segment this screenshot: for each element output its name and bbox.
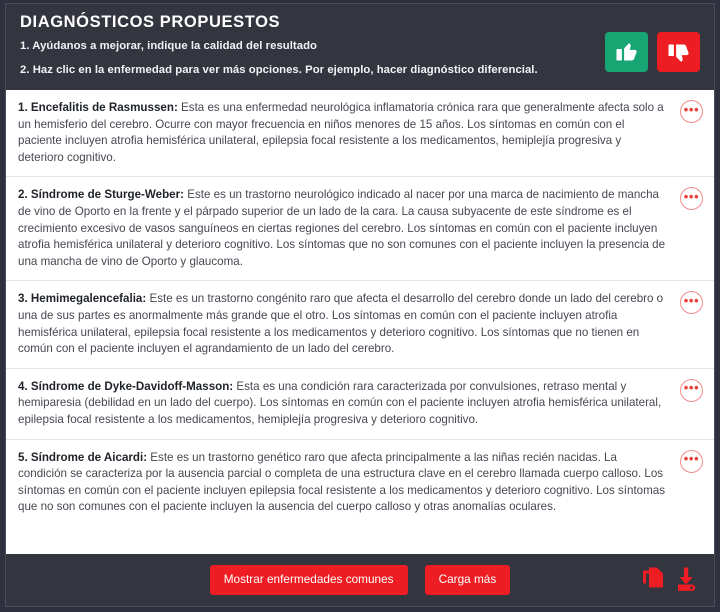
diagnosis-description: Este es un trastorno neurológico indicado al nacer por una marca de nacimiento de mancha de vino de Oporto en la frente y el párpado superior de un lado de la cara. La causa subyacente de este síndrome es el crecimiento excesivo de vasos sanguíneos en ciertas regiones del cerebro. Los síntomas en común con el paciente incluyen atrofia hemisférica unilateral y deterioro cognitivo. Los síntomas que no son comunes con el paciente incluyen la presencia de una mancha de vino de Oporto y glaucoma.	[18, 188, 666, 268]
more-options-label: •••	[683, 451, 700, 466]
diagnosis-name: 2. Síndrome de Sturge-Weber:	[18, 188, 184, 202]
more-options-button[interactable]	[680, 187, 703, 210]
diagnosis-name: 4. Síndrome de Dyke-Davidoff-Masson:	[18, 379, 234, 393]
diagnosis-name: 5. Síndrome de Aicardi:	[18, 450, 148, 464]
more-options-button[interactable]	[680, 450, 703, 473]
list-item[interactable]	[6, 90, 714, 177]
download-button[interactable]	[674, 566, 700, 595]
list-item[interactable]	[6, 369, 714, 440]
thumbs-up-button[interactable]	[605, 32, 648, 72]
instruction-line-1: 1. Ayúdanos a mejorar, indique la calidad del resultado	[20, 40, 317, 53]
list-item[interactable]	[6, 177, 714, 281]
diagnosis-text	[18, 450, 668, 516]
list-item[interactable]	[6, 440, 714, 526]
diagnosis-text	[18, 187, 668, 270]
more-options-button[interactable]	[680, 100, 703, 123]
diagnosis-description: Este es un trastorno congénito raro que afecta el desarrollo del cerebro donde un lado del cerebro o una de sus partes es anormalmente más grande que el otro. Los síntomas en común con el paciente incluyen atrofia hemisférica unilateral, epilepsia focal resistente a los medicamentos y deterioro cognitivo. Los síntomas que no tienen en común con el paciente incluyen el agrandamiento de un lado del cerebro.	[18, 292, 664, 356]
diagnosis-text	[18, 379, 668, 429]
instruction-line-2: 2. Haz clic en la enfermedad para ver más opciones. Por ejemplo, hacer diagnóstico diferencial.	[20, 64, 538, 77]
panel-footer	[6, 554, 714, 606]
list-item[interactable]	[6, 281, 714, 368]
diagnosis-description: Esta es una enfermedad neurológica inflamatoria crónica rara que generalmente afecta solo a un hemisferio del cerebro. Ocurre con mayor frecuencia en niños menores de 15 años. Los síntomas en común con el paciente incluyen atrofia hemisférica unilateral, epilepsia focal resistente a los medicamentos, hemiplejía progresiva y deterioro cognitivo.	[18, 101, 664, 164]
proposed-diagnoses-panel	[5, 3, 715, 607]
page-title: DIAGNÓSTICOS PROPUESTOS	[20, 13, 281, 31]
copy-button[interactable]	[641, 566, 665, 595]
diagnosis-name: 3. Hemimegalencefalia:	[18, 292, 147, 306]
thumbs-down-button[interactable]	[657, 32, 700, 72]
more-options-label: •••	[683, 292, 700, 308]
more-options-label: •••	[683, 101, 700, 117]
diagnosis-text	[18, 100, 668, 166]
footer-icon-group	[641, 566, 700, 595]
diagnoses-list	[6, 90, 714, 554]
diagnosis-name: 1. Encefalitis de Rasmussen:	[18, 101, 178, 114]
thumbs-up-icon	[616, 42, 638, 63]
show-common-diseases-button[interactable]: Mostrar enfermedades comunes	[210, 565, 408, 595]
load-more-button[interactable]: Carga más	[425, 565, 511, 595]
more-options-label: •••	[683, 380, 700, 396]
more-options-label: •••	[683, 188, 700, 204]
diagnosis-text	[18, 291, 668, 357]
copy-icon	[641, 566, 665, 595]
diagnosis-description: Este es un trastorno genético raro que afecta principalmente a las niñas recién nacidas. La condición se caracteriza por la ausencia parcial o completa de una estructura clave en el cerebro llamada cuerpo calloso. Los síntomas en común con el paciente incluyen epilepsia focal resistente a los medicamentos y deterioro cognitivo. Los síntomas que no son comunes con el paciente incluyen la ausencia del cuerpo calloso y otras anomalías oculares.	[18, 450, 666, 514]
download-icon	[674, 566, 700, 595]
panel-header	[6, 4, 714, 90]
more-options-button[interactable]	[680, 291, 703, 314]
thumbs-down-icon	[668, 42, 690, 63]
feedback-buttons	[605, 32, 700, 72]
more-options-button[interactable]	[680, 379, 703, 402]
diagnosis-description: Esta es una condición rara caracterizada por convulsiones, retraso mental y hemiparesia (debilidad en un lado del cuerpo). Los síntomas en común con el paciente incluyen atrofia hemisférica unilateral, epilepsia focal resistente a los medicamentos, hemiplejía progresiva y deterioro cognitivo.	[18, 379, 662, 426]
